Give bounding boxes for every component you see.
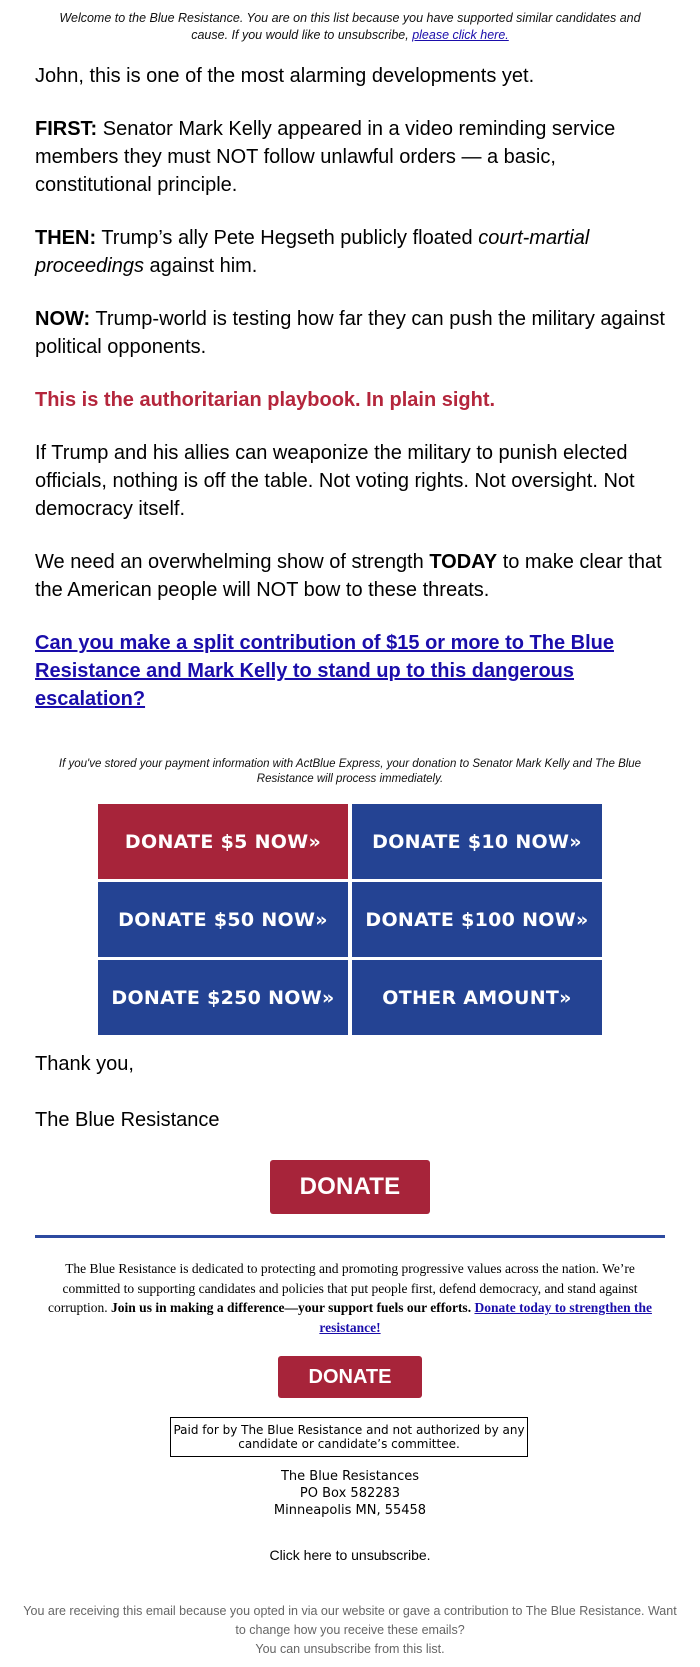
address-line-1: The Blue Resistances bbox=[280, 1469, 420, 1484]
now-label: NOW: bbox=[35, 308, 91, 330]
address-line-2: PO Box 582283 bbox=[299, 1486, 401, 1501]
paragraph-first bbox=[35, 115, 665, 199]
strength-text-1: We need an overwhelming show of strength bbox=[35, 551, 424, 573]
main-message bbox=[35, 62, 665, 713]
about-text: The Blue Resistance is dedicated to protecting and promoting progressive values across the nation. We’re committed to supporting candidates and policies that put people first, defend democracy, and stand against corruption. bbox=[48, 1261, 638, 1315]
cta-paragraph bbox=[35, 629, 665, 713]
paid-for-disclaimer: Paid for by The Blue Resistance and not authorized by any candidate or candidate’s committee. bbox=[170, 1417, 528, 1457]
paragraph-weaponize: If Trump and his allies can weaponize the military to punish elected officials, nothing is off the table. Not voting rights. Not oversight. Not democracy itself. bbox=[35, 442, 635, 520]
about-bold: Join us in making a difference—your support fuels our efforts. bbox=[111, 1300, 472, 1315]
authoritarian-headline: This is the authoritarian playbook. In plain sight. bbox=[35, 389, 496, 411]
paragraph-now bbox=[35, 305, 665, 361]
address-line-3: Minneapolis MN, 55458 bbox=[273, 1503, 427, 1518]
donate-button-small[interactable]: DONATE bbox=[278, 1356, 422, 1398]
unsubscribe-link[interactable]: Click here to unsubscribe. bbox=[269, 1547, 431, 1563]
signature: The Blue Resistance bbox=[35, 1109, 220, 1131]
donate-button-grid bbox=[98, 804, 602, 1036]
donate-today-link[interactable]: Donate today to strengthen the resistance! bbox=[319, 1300, 652, 1335]
welcome-text: Welcome to the Blue Resistance. You are on this list because you have supported similar candidates and cause. If you would like to unsubscribe, bbox=[59, 11, 641, 42]
footer-unsubscribe-link[interactable]: You can unsubscribe from this list. bbox=[255, 1642, 445, 1656]
footer-line-1: You are receiving this email because you opted in via our website or gave a contribution to The Blue Resistance. Want to change how you receive these emails? bbox=[23, 1604, 677, 1637]
now-text: Trump-world is testing how far they can push the military against political opponents. bbox=[35, 308, 665, 358]
actblue-note: If you've stored your payment information with ActBlue Express, your donation to Senator Mark Kelly and The Blue Resistance will process immediately. bbox=[58, 758, 642, 785]
first-label: FIRST: bbox=[35, 118, 98, 140]
about-paragraph bbox=[35, 1259, 665, 1337]
unsubscribe-link-top[interactable]: please click here. bbox=[412, 28, 509, 42]
other-amount-button[interactable]: OTHER AMOUNT» bbox=[352, 960, 602, 1035]
donate-button-large[interactable]: DONATE bbox=[270, 1160, 430, 1214]
mailing-address bbox=[0, 1468, 700, 1519]
paragraph-then bbox=[35, 224, 665, 280]
donate-10-button[interactable]: DONATE $10 NOW» bbox=[352, 804, 602, 879]
divider bbox=[35, 1235, 665, 1238]
strength-text-2: to make clear that the American people will NOT bow to these threats. bbox=[35, 551, 662, 601]
footer-note bbox=[20, 1602, 680, 1659]
then-text-2: against him. bbox=[149, 255, 258, 277]
then-italic: court-martial proceedings bbox=[35, 227, 590, 277]
donate-5-button[interactable]: DONATE $5 NOW» bbox=[98, 804, 348, 879]
donate-50-button[interactable]: DONATE $50 NOW» bbox=[98, 882, 348, 957]
paragraph-strength bbox=[35, 548, 665, 604]
donate-250-button[interactable]: DONATE $250 NOW» bbox=[98, 960, 348, 1035]
greeting: John, this is one of the most alarming developments yet. bbox=[35, 65, 535, 87]
donate-100-button[interactable]: DONATE $100 NOW» bbox=[352, 882, 602, 957]
then-text-1: Trump’s ally Pete Hegseth publicly floated bbox=[101, 227, 473, 249]
split-contribution-link[interactable]: Can you make a split contribution of $15 or more to The Blue Resistance and Mark Kelly to stand up to this dangerous escalation? bbox=[35, 632, 614, 710]
then-label: THEN: bbox=[35, 227, 97, 249]
signoff bbox=[35, 1050, 665, 1134]
thanks-text: Thank you, bbox=[35, 1053, 134, 1075]
welcome-note bbox=[40, 10, 660, 44]
strength-bold: TODAY bbox=[429, 551, 498, 573]
first-text: Senator Mark Kelly appeared in a video reminding service members they must NOT follow unlawful orders — a basic, constitutional principle. bbox=[35, 118, 616, 196]
